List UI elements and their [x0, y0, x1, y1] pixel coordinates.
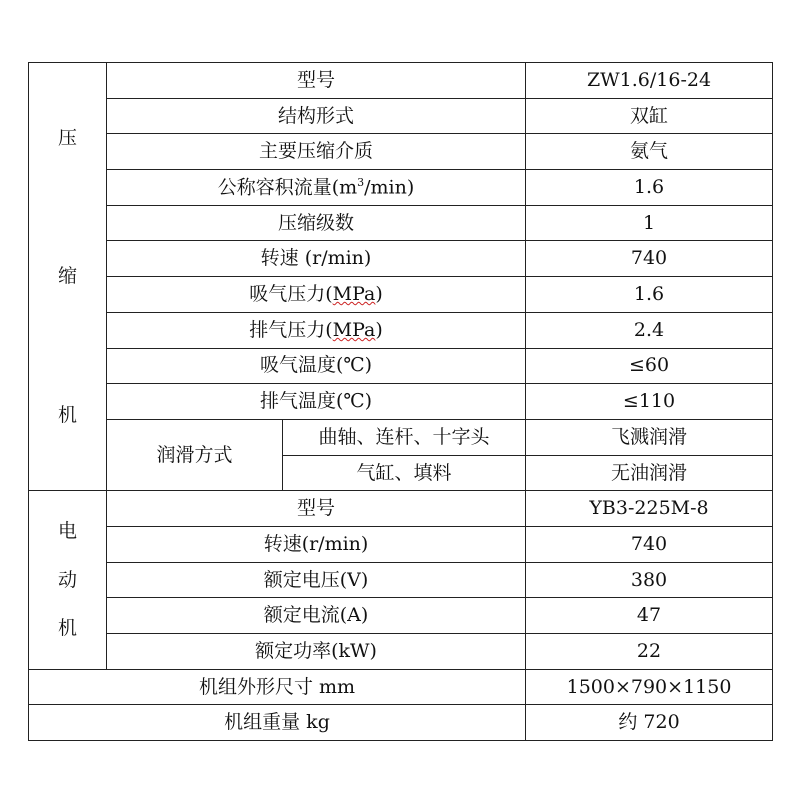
table-row	[29, 705, 773, 741]
table-row	[29, 419, 773, 455]
spec-value: ZW1.6/16-24	[526, 63, 773, 99]
lubrication-label: 润滑方式	[107, 419, 283, 490]
spec-label: 排气压力(MPa)	[107, 312, 526, 348]
table-row	[29, 669, 773, 705]
group-char: 机	[57, 403, 77, 426]
spec-value: 380	[526, 562, 773, 598]
spec-value: YB3-225M-8	[526, 491, 773, 527]
table-row	[29, 348, 773, 384]
table-row	[29, 134, 773, 170]
motor-group-label	[29, 491, 107, 669]
group-char: 机	[57, 617, 77, 640]
spec-label: 机组外形尺寸 mm	[29, 669, 526, 705]
spec-value: 1	[526, 205, 773, 241]
table-row	[29, 491, 773, 527]
spec-label: 机组重量 kg	[29, 705, 526, 741]
spec-label: 转速(r/min)	[107, 526, 526, 562]
table-row	[29, 598, 773, 634]
lubrication-part: 曲轴、连杆、十字头	[283, 419, 526, 455]
group-char: 动	[57, 568, 77, 591]
spec-label: 型号	[107, 63, 526, 99]
group-char: 压	[57, 126, 77, 149]
group-char: 电	[57, 519, 77, 542]
spec-label: 吸气压力(MPa)	[107, 277, 526, 313]
spec-label: 转速 (r/min)	[107, 241, 526, 277]
spec-label: 额定功率(kW)	[107, 634, 526, 670]
spec-value: 47	[526, 598, 773, 634]
spec-value: 22	[526, 634, 773, 670]
table-row	[29, 170, 773, 206]
spec-value: 约 720	[526, 705, 773, 741]
spec-label: 额定电压(V)	[107, 562, 526, 598]
table-row	[29, 98, 773, 134]
spec-label: 压缩级数	[107, 205, 526, 241]
spec-value: ≤60	[526, 348, 773, 384]
compressor-group-label	[29, 63, 107, 491]
spec-value: 1.6	[526, 277, 773, 313]
spec-value: 氨气	[526, 134, 773, 170]
table-row	[29, 277, 773, 313]
spec-label: 额定电流(A)	[107, 598, 526, 634]
lubrication-part: 气缸、填料	[283, 455, 526, 491]
spec-label: 主要压缩介质	[107, 134, 526, 170]
table-row	[29, 205, 773, 241]
spec-table	[28, 62, 773, 741]
spec-label: 排气温度(℃)	[107, 384, 526, 420]
group-char: 缩	[57, 265, 77, 288]
spec-label: 吸气温度(℃)	[107, 348, 526, 384]
spec-value: 1500×790×1150	[526, 669, 773, 705]
table-row	[29, 634, 773, 670]
spec-value: 2.4	[526, 312, 773, 348]
spec-value: ≤110	[526, 384, 773, 420]
spec-value: 无油润滑	[526, 455, 773, 491]
table-row	[29, 526, 773, 562]
table-row	[29, 241, 773, 277]
table-row	[29, 63, 773, 99]
table-row	[29, 562, 773, 598]
spec-value: 飞溅润滑	[526, 419, 773, 455]
spec-value: 740	[526, 526, 773, 562]
spec-value: 1.6	[526, 170, 773, 206]
spec-value: 740	[526, 241, 773, 277]
spec-value: 双缸	[526, 98, 773, 134]
table-row	[29, 384, 773, 420]
spec-label: 结构形式	[107, 98, 526, 134]
table-row	[29, 312, 773, 348]
spec-label: 公称容积流量$(m^3/\min)$	[107, 170, 526, 206]
spec-label: 型号	[107, 491, 526, 527]
